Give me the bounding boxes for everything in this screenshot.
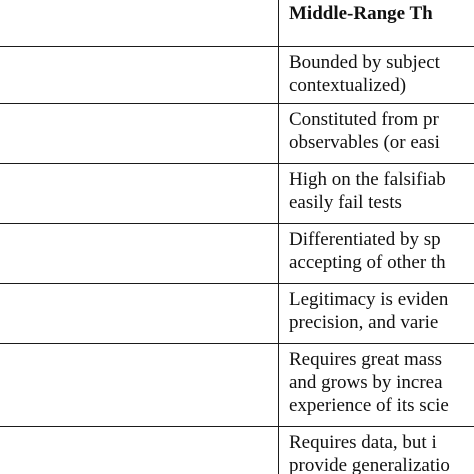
cell-text-line: contextualized) [289, 75, 407, 96]
table-row [0, 47, 474, 104]
cell-text-line [0, 348, 272, 371]
table-row [0, 224, 474, 284]
cell-text-line [0, 108, 272, 131]
cell-text-line: Constituted from pr [289, 109, 439, 130]
cell-text-line: easily fail tests [289, 192, 402, 213]
cell-text-line [0, 168, 272, 191]
cell-text-line: and grows by increa [289, 372, 443, 393]
cell-text-line: accepting of other th [289, 252, 446, 273]
table-row [0, 344, 474, 427]
table-cell-middle-range [279, 284, 474, 344]
cell-text-line: Legitimacy is eviden [289, 289, 449, 310]
table-row [0, 284, 474, 344]
cell-text-line [0, 394, 272, 417]
header-cell-middle-range: Middle-Range Th [279, 0, 474, 47]
cell-text-line: Requires data, but i [289, 432, 437, 453]
header-row [0, 0, 474, 47]
table-row [0, 104, 474, 164]
cell-text-line: High on the falsifiab [289, 169, 446, 190]
cell-text-line: observables (or easi [289, 132, 440, 153]
cell-text-line [0, 251, 272, 274]
cell-text-line: Requires great mass [289, 349, 443, 370]
cell-text-line [0, 51, 272, 74]
table-cell-left [0, 284, 279, 344]
cell-text-line: experience of its scie [289, 395, 449, 416]
table-cell-middle-range [279, 224, 474, 284]
table-cell-left [0, 164, 279, 224]
table-cell-left [0, 224, 279, 284]
table-cell-middle-range [279, 344, 474, 427]
table-cell-middle-range [279, 104, 474, 164]
table-cell-left [0, 104, 279, 164]
table-header [0, 0, 474, 47]
cell-text-line [0, 228, 272, 251]
table-cell-middle-range [279, 427, 474, 474]
cell-text-line [0, 454, 272, 474]
cell-text-line: Differentiated by sp [289, 229, 441, 250]
cell-text-line: precision, and varie [289, 312, 439, 333]
cell-text-line [0, 131, 272, 154]
cell-text-line [0, 431, 272, 454]
cell-text-line: provide generalizatio [289, 455, 450, 474]
cell-text-line [0, 288, 272, 311]
cell-text-line [0, 371, 272, 394]
cell-text-line: Bounded by subject [289, 52, 440, 73]
table-cell-middle-range [279, 164, 474, 224]
header-cell-left [0, 0, 279, 47]
table-row [0, 164, 474, 224]
table-cell-left [0, 344, 279, 427]
table-body [0, 47, 474, 474]
table-cell-left [0, 47, 279, 104]
table-row [0, 427, 474, 474]
table-cell-left [0, 427, 279, 474]
table-cell-middle-range [279, 47, 474, 104]
